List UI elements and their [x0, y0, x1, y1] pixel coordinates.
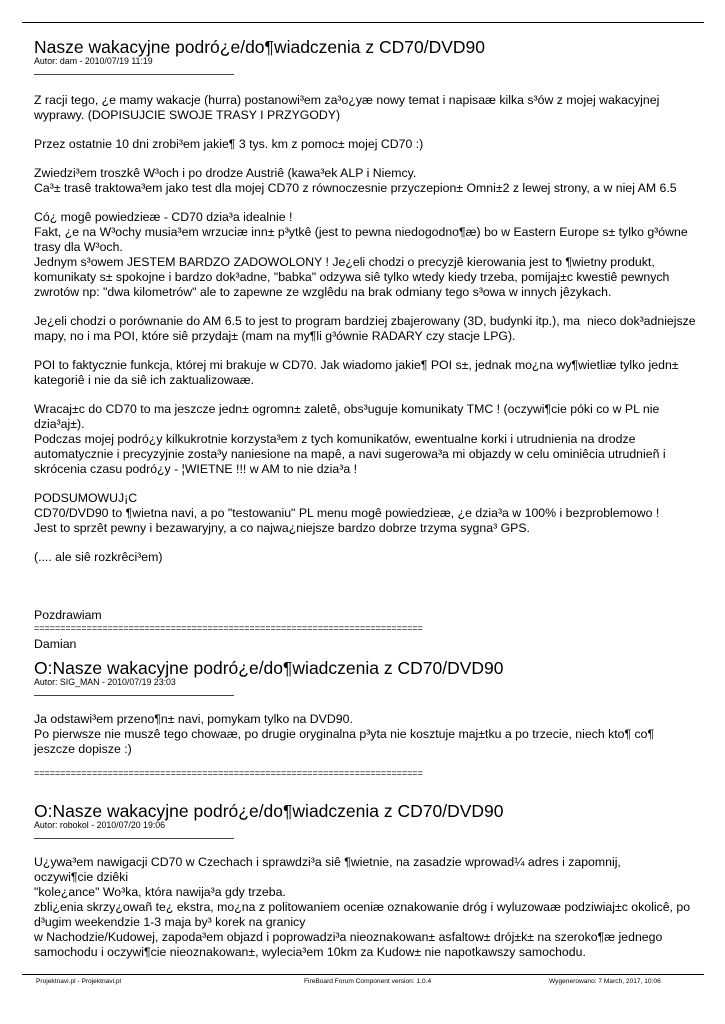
- paragraph-gap: [34, 300, 706, 314]
- post-author-meta: Autor: robokol - 2010/07/20 19:06: [34, 820, 166, 830]
- post-paragraph: [34, 210, 706, 300]
- footer-site: Projektnavi.pl - Projektnavi.pl: [36, 978, 122, 985]
- text-line: dzia³aj±).: [34, 417, 85, 431]
- text-line: jeszcze dopisze :): [34, 742, 132, 756]
- paragraph-gap: [34, 123, 706, 137]
- title-underline: [34, 838, 234, 839]
- text-line: komunikaty s± spokojne i bardzo dok³adne, "babka" odzywa siê tylko wtedy kiedy trzeba, pomijaj±c kwestiê pewnych: [34, 270, 670, 284]
- post-body: [34, 712, 706, 757]
- text-line: Jednym s³owem JESTEM BARDZO ZADOWOLONY ! Je¿eli chodzi o precyzjê kierowania jest to ¶wietny produkt,: [34, 255, 655, 269]
- paragraph-gap: [34, 152, 706, 166]
- paragraph-gap: [34, 565, 706, 579]
- text-line: Ca³± trasê traktowa³em jako test dla mojej CD70 z równoczesnie przyczepion± Omni±2 z lewej strony, a w niej AM 6.5: [34, 181, 677, 195]
- text-line: [34, 579, 706, 594]
- text-line: Je¿eli chodzi o porównanie do AM 6.5 to jest to program bardziej zbajerowany (3D, budynki itp.), ma nieco dok³adniejsze: [34, 314, 696, 328]
- footer-generated-date: Wygenerowano: 7 March, 2017, 10:06: [549, 978, 661, 985]
- post-paragraph: [34, 712, 706, 757]
- post-paragraph: [34, 358, 706, 388]
- text-line: POI to faktycznie funkcja, której mi brakuje w CD70. Jak wiadomo jakie¶ POI s±, jednak mo¿na wy¶wietliæ tylko jedn±: [34, 358, 679, 372]
- title-underline: [34, 74, 234, 75]
- footer-rule: [22, 974, 704, 975]
- title-underline: [34, 695, 234, 696]
- text-line: PODSUMOWUJ¡C: [34, 491, 138, 505]
- post-title: O:Nasze wakacyjne podró¿e/do¶wiadczenia z CD70/DVD90: [34, 801, 504, 821]
- text-line: Damian: [34, 637, 77, 651]
- text-line: Po pierwsze nie muszê tego chowaæ, po drugie oryginalna p³yta nie kosztuje maj±tku a po trzecie, niech kto¶ co¶: [34, 727, 655, 741]
- post-author-meta: Autor: SIG_MAN - 2010/07/19 23:03: [34, 677, 176, 687]
- paragraph-gap: [34, 536, 706, 550]
- text-line: mapy, no i ma POI, które siê przydaj± (mam na my¶li g³ównie RADARY czy stacje LPG).: [34, 329, 516, 343]
- text-line: zwrotów np: "dwa kilometrów" ale to zapewne ze wzglêdu na brak odmiany tego s³owa w innych jêzykach.: [34, 285, 612, 299]
- post-paragraph: [34, 608, 706, 623]
- post-author-meta: Autor: dam - 2010/07/19 11:19: [34, 56, 153, 66]
- post-paragraph: [34, 137, 706, 152]
- post-paragraph: [34, 491, 706, 536]
- paragraph-gap: [34, 594, 706, 608]
- text-line: oczywi¶cie dziêki: [34, 870, 129, 884]
- post-paragraph: [34, 579, 706, 594]
- text-line: "kole¿ance" Wo³ka, która nawija³a gdy trzeba.: [34, 885, 286, 899]
- post-paragraph: [34, 402, 706, 477]
- text-line: zbli¿enia skrzy¿owañ te¿ ekstra, mo¿na z politowaniem oceniæ oznakowanie dróg i wyluzowaæ podziwiaj±c okolicê, po: [34, 900, 691, 914]
- text-line: Jest to sprzêt pewny i bezawaryjny, a co najwa¿niejsze bardzo dobrze trzyma sygna³ GPS.: [34, 521, 530, 535]
- post-body: [34, 93, 706, 652]
- text-line: (.... ale siê rozkrêci³em): [34, 550, 163, 564]
- post-paragraph: [34, 314, 706, 344]
- text-line: Ja odstawi³em przeno¶n± navi, pomykam tylko na DVD90.: [34, 712, 353, 726]
- post-paragraph: [34, 93, 706, 123]
- text-line: skrócenia czasu podró¿y - ¦WIETNE !!! w AM to nie dzia³a !: [34, 462, 358, 476]
- page-top-rule: [22, 22, 704, 23]
- text-line: CD70/DVD90 to ¶wietna navi, a po "testowaniu" PL menu mogê powiedzieæ, ¿e dzia³a w 100% i bezproblemowo !: [34, 506, 660, 520]
- post-paragraph: [34, 855, 706, 960]
- post-separator: ==========================================================================: [34, 623, 423, 633]
- text-line: Pozdrawiam: [34, 608, 102, 622]
- paragraph-gap: [34, 196, 706, 210]
- post-title: O:Nasze wakacyjne podró¿e/do¶wiadczenia z CD70/DVD90: [34, 658, 504, 678]
- text-line: Có¿ mogê powiedzieæ - CD70 dzia³a idealnie !: [34, 210, 293, 224]
- text-line: trasy dla W³och.: [34, 240, 123, 254]
- text-line: kategoriê i nie da siê ich zaktualizowaæ.: [34, 373, 255, 387]
- post-paragraph: [34, 637, 706, 652]
- text-line: Podczas mojej podró¿y kilkukrotnie korzysta³em z tych komunikatów, ewentualne korki i utrudnienia na drodze: [34, 432, 636, 446]
- text-line: Przez ostatnie 10 dni zrobi³em jakie¶ 3 tys. km z pomoc± mojej CD70 :): [34, 137, 424, 151]
- paragraph-gap: [34, 344, 706, 358]
- post-paragraph: [34, 166, 706, 196]
- post-title: Nasze wakacyjne podró¿e/do¶wiadczenia z CD70/DVD90: [34, 37, 486, 57]
- text-line: w Nachodzie/Kudowej, zapoda³em objazd i poprowadzi³a nieoznakowan± asfaltow± drój±k± na szeroko¶æ jednego: [34, 930, 663, 944]
- text-line: U¿ywa³em nawigacji CD70 w Czechach i sprawdzi³a siê ¶wietnie, na zasadzie wprowad¼ adres i zapomnij,: [34, 855, 621, 869]
- text-line: Zwiedzi³em troszkê W³och i po drodze Austriê (kawa³ek ALP i Niemcy.: [34, 166, 417, 180]
- text-line: wyprawy. (DOPISUJCIE SWOJE TRASY I PRZYGODY): [34, 108, 341, 122]
- post-paragraph: [34, 550, 706, 565]
- paragraph-gap: [34, 388, 706, 402]
- footer-component-version: FireBoard Forum Component version: 1.0.4: [304, 978, 432, 985]
- text-line: d³ugim weekendzie 1-3 maja by³ korek na granicy: [34, 915, 306, 929]
- text-line: Fakt, ¿e na W³ochy musia³em wrzuciæ inn± p³ytkê (jest to pewna niedogodno¶æ) bo w Eastern Europe s± tylko g³ówne: [34, 225, 688, 239]
- post-body: [34, 855, 706, 960]
- text-line: automatycznie i precyzyjnie zosta³y naniesione na mapê, a navi sugerowa³a mi objazdy w celu ominiêcia utrudnieñ i: [34, 447, 666, 461]
- text-line: samochodu i oczywi¶cie nieoznakowan±, wylecia³em 10km za Kudow± nie napotkawszy samochodu.: [34, 945, 586, 959]
- paragraph-gap: [34, 477, 706, 491]
- text-line: Wracaj±c do CD70 to ma jeszcze jedn± ogromn± zaletê, obs³uguje komunikaty TMC ! (oczywi¶cie póki co w PL nie: [34, 402, 660, 416]
- text-line: Z racji tego, ¿e mamy wakacje (hurra) postanowi³em za³o¿yæ nowy temat i napisaæ kilka s³ów z mojej wakacyjnej: [34, 93, 660, 107]
- post-separator: ==========================================================================: [34, 768, 423, 778]
